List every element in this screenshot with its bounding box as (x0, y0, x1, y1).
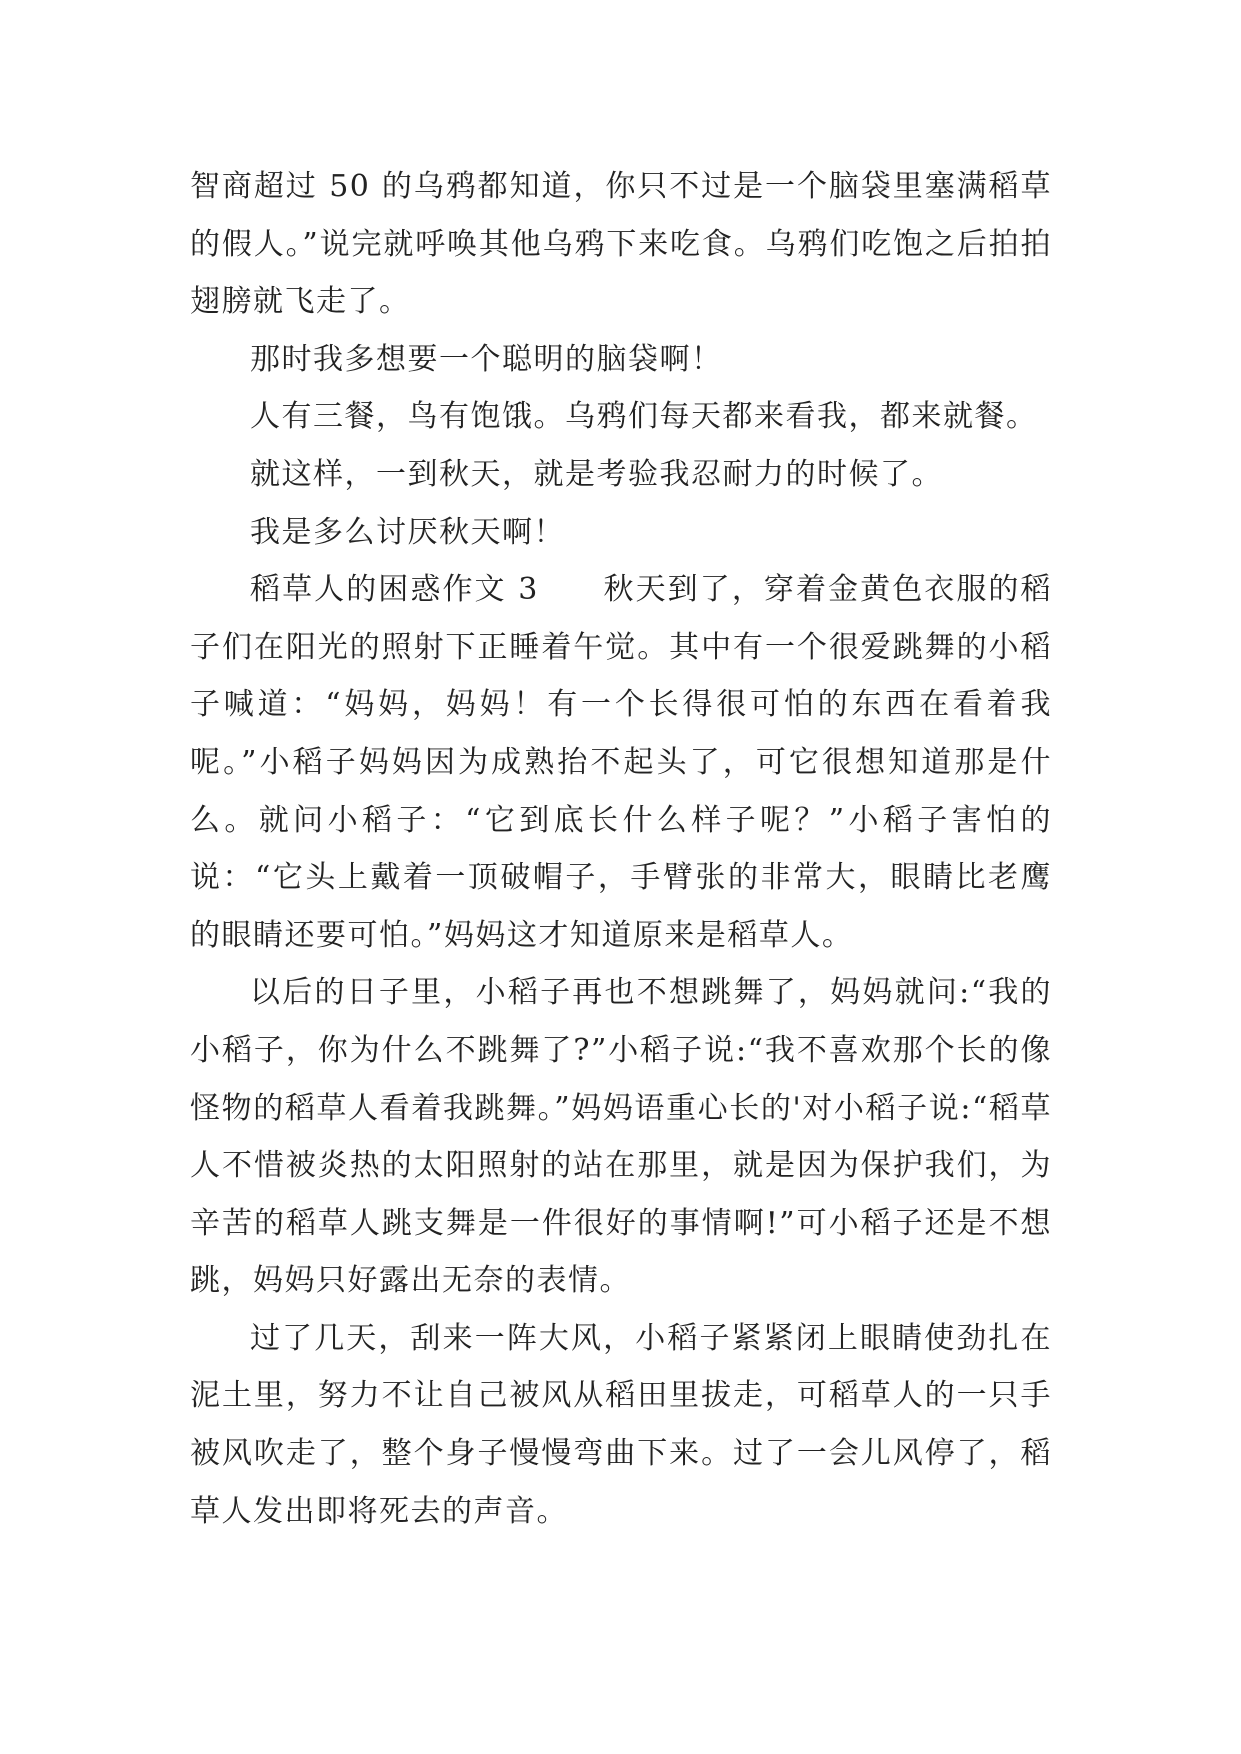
paragraph-1: 智商超过 50 的乌鸦都知道，你只不过是一个脑袋里塞满稻草的假人。”说完就呼唤其他乌鸦下来吃食。乌鸦们吃饱之后拍拍翅膀就飞走了。 (190, 169, 1052, 320)
paragraph-4: 就这样，一到秋天，就是考验我忍耐力的时候了。 (250, 456, 943, 492)
document-page (190, 158, 1052, 1540)
paragraph-2: 那时我多想要一个聪明的脑袋啊！ (250, 341, 723, 377)
paragraph-6: 稻草人的困惑作文 3 秋天到了，穿着金黄色衣服的稻子们在阳光的照射下正睡着午觉。其中有一个很爱跳舞的小稻子喊道：“妈妈，妈妈！有一个长得很可怕的东西在看着我呢。”小稻子妈妈因为成熟抬不起头了，可它很想知道那是什么。就问小稻子：“它到底长什么样子呢？”小稻子害怕的说：“它头上戴着一顶破帽子，手臂张的非常大，眼睛比老鹰的眼睛还要可怕。”妈妈这才知道原来是稻草人。 (190, 572, 1052, 953)
paragraph-5: 我是多么讨厌秋天啊！ (250, 514, 565, 550)
paragraph-8: 过了几天，刮来一阵大风，小稻子紧紧闭上眼睛使劲扎在泥土里，努力不让自己被风从稻田里拔走，可稻草人的一只手被风吹走了，整个身子慢慢弯曲下来。过了一会儿风停了，稻草人发出即将死去的声音。 (190, 1320, 1052, 1529)
paragraph-7: 以后的日子里，小稻子再也不想跳舞了，妈妈就问:“我的小稻子，你为什么不跳舞了?”小稻子说:“我不喜欢那个长的像怪物的稻草人看着我跳舞。”妈妈语重心长的'对小稻子说:“稻草人不惜被炎热的太阳照射的站在那里，就是因为保护我们，为辛苦的稻草人跳支舞是一件很好的事情啊!”可小稻子还是不想跳，妈妈只好露出无奈的表情。 (190, 975, 1052, 1299)
paragraph-3: 人有三餐，鸟有饱饿。乌鸦们每天都来看我，都来就餐。 (250, 399, 1038, 435)
